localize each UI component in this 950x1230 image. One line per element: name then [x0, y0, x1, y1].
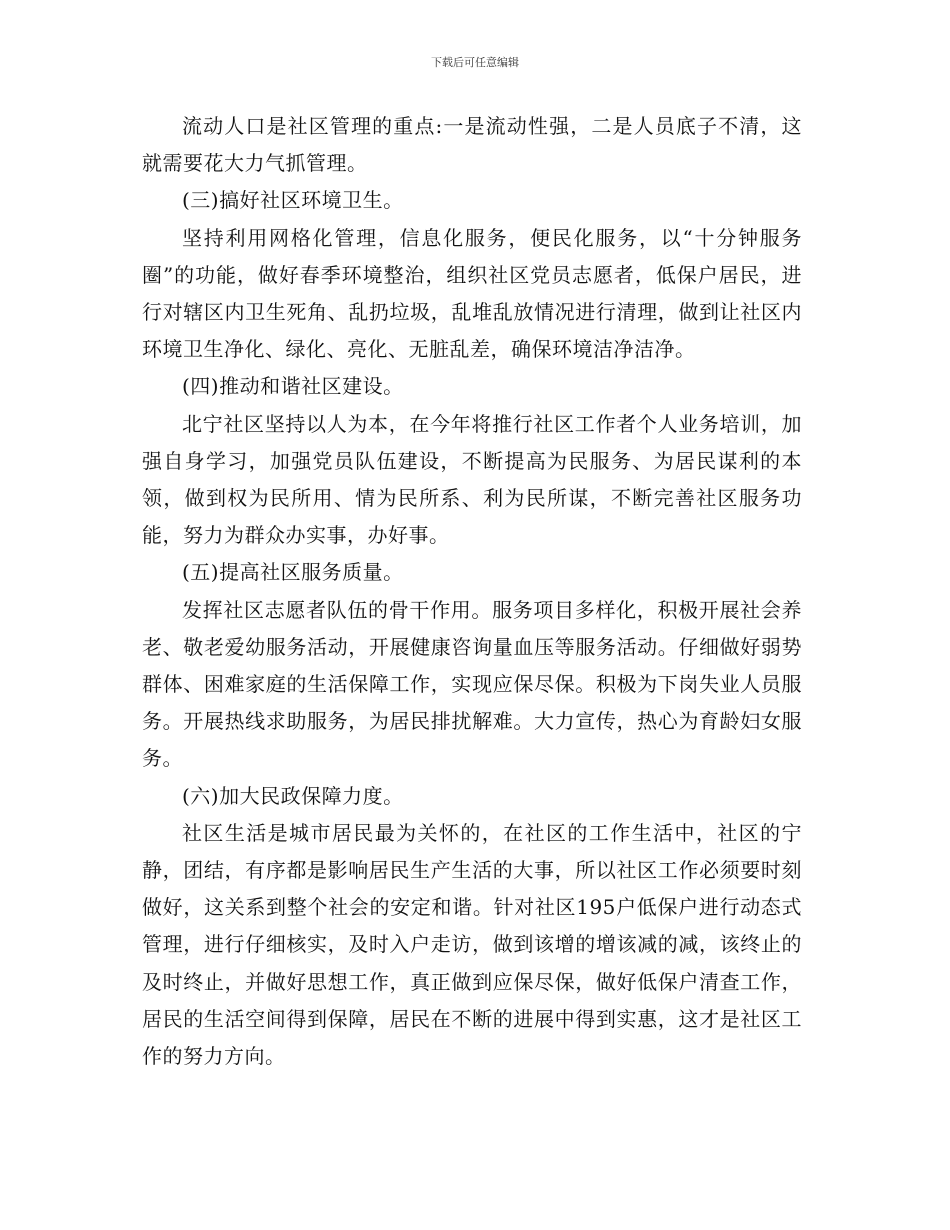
paragraph-environment-sanitation: 坚持利用网格化管理，信息化服务，便民化服务，以“十分钟服务圈”的功能，做好春季环境整治，组织社区党员志愿者，低保户居民，进行对辖区内卫生死角、乱扔垃圾，乱堆乱放情况进行清理，做到让社区内环境卫生净化、绿化、亮化、无脏乱差，确保环境洁净洁净。 — [142, 225, 802, 362]
paragraph-harmonious-community: 北宁社区坚持以人为本，在今年将推行社区工作者个人业务培训，加强自身学习，加强党员队伍建设，不断提高为民服务、为居民谋利的本领，做到权为民所用、情为民所系、利为民所谋，不断完善社区服务功能，努力为群众办实事，办好事。 — [142, 411, 802, 548]
heading-service-quality: (五)提高社区服务质量。 — [182, 560, 404, 585]
heading-civil-affairs: (六)加大民政保障力度。 — [182, 783, 404, 808]
page-header: 下载后可任意编辑 — [431, 56, 519, 69]
paragraph-civil-affairs: 社区生活是城市居民最为关怀的，在社区的工作生活中，社区的宁静，团结，有序都是影响居民生产生活的大事，所以社区工作必须要时刻做好，这关系到整个社会的安定和谐。针对社区195户低保户进行动态式管理，进行仔细核实，及时入户走访，做到该增的增该减的减，该终止的及时终止，并做好思想工作，真正做到应保尽保，做好低保户清查工作，居民的生活空间得到保障，居民在不断的进展中得到实惠，这才是社区工作的努力方向。 — [142, 820, 802, 1069]
document-body — [142, 108, 802, 1075]
paragraph-service-quality: 发挥社区志愿者队伍的骨干作用。服务项目多样化，积极开展社会养老、敬老爱幼服务活动，开展健康咨询量血压等服务活动。仔细做好弱势群体、困难家庭的生活保障工作，实现应保尽保。积极为下岗失业人员服务。开展热线求助服务，为居民排扰解难。大力宣传，热心为育龄妇女服务。 — [142, 597, 802, 771]
heading-harmonious-community: (四)推动和谐社区建设。 — [182, 374, 404, 399]
paragraph-floating-population: 流动人口是社区管理的重点:一是流动性强，二是人员底子不清，这就需要花大力气抓管理。 — [142, 114, 802, 176]
heading-environment-sanitation: (三)搞好社区环境卫生。 — [182, 188, 404, 213]
